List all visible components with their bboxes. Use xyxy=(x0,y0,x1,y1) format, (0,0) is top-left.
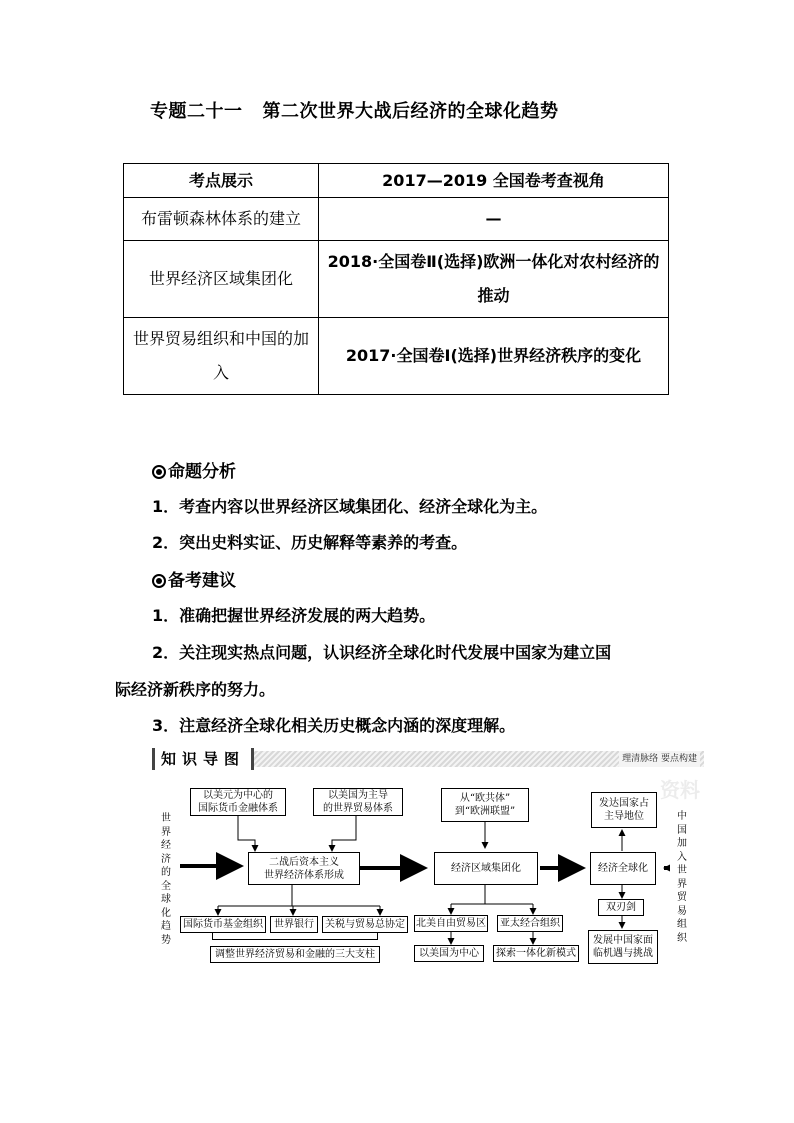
advice-heading xyxy=(152,566,236,591)
imf-box: 国际货币基金组织 xyxy=(180,916,266,933)
table-header-view: 2017—2019 全国卷考查视角 xyxy=(319,164,669,198)
banner-subtitle: 理清脉络 要点构建 xyxy=(619,751,700,767)
table-row xyxy=(124,198,669,241)
table-cell-view: 2017·全国卷Ⅰ(选择)世界经济秩序的变化 xyxy=(319,318,669,395)
table-cell-topic: 世界经济区域集团化 xyxy=(124,241,319,318)
ec-to-eu-box: 从“欧共体” 到“欧洲联盟” xyxy=(441,788,529,822)
challenges-box: 发展中国家面 临机遇与挑战 xyxy=(588,930,658,964)
new-mode-box: 探索一体化新模式 xyxy=(493,945,579,962)
advice-item-continued: 际经济新秩序的努力。 xyxy=(115,680,276,699)
analysis-heading xyxy=(152,457,236,482)
apec-box: 亚太经合组织 xyxy=(497,915,563,932)
us-trade-box: 以美国为主导 的世界贸易体系 xyxy=(313,788,403,816)
pillars-bracket xyxy=(212,933,378,940)
table-cell-topic: 布雷顿森林体系的建立 xyxy=(124,198,319,241)
page-title xyxy=(150,97,559,123)
watermark: 资料 xyxy=(660,778,700,802)
analysis-item: 1．考查内容以世界经济区域集团化、经济全球化为主。 xyxy=(152,497,548,516)
advice-item: 1．准确把握世界经济发展的两大趋势。 xyxy=(152,606,436,625)
banner-title: 知识导图 xyxy=(152,748,254,770)
analysis-item: 2．突出史料实证、历史解释等素养的考查。 xyxy=(152,533,468,552)
double-edge-box: 双刃剑 xyxy=(598,899,644,916)
nafta-box: 北美自由贸易区 xyxy=(414,915,488,932)
right-vertical-label: 中国加入世界贸易组织 xyxy=(677,811,687,944)
us-center-box: 以美国为中心 xyxy=(414,945,484,962)
advice-item: 3．注意经济全球化相关历史概念内涵的深度理解。 xyxy=(152,716,516,735)
table-cell-view: 2018·全国卷Ⅱ(选择)欧洲一体化对农村经济的推动 xyxy=(319,241,669,318)
table-cell-topic: 世界贸易组织和中国的加入 xyxy=(124,318,319,395)
regional-grouping-box: 经济区域集团化 xyxy=(434,852,538,885)
three-pillars-box: 调整世界经济贸易和金融的三大支柱 xyxy=(210,946,380,963)
knowledge-map-banner xyxy=(152,748,704,770)
world-bank-box: 世界银行 xyxy=(270,916,318,933)
gatt-box: 关税与贸易总协定 xyxy=(322,916,408,933)
title-topic-name: 第二次世界大战后经济的全球化趋势 xyxy=(262,101,559,122)
title-topic-number: 专题二十一 xyxy=(150,101,243,122)
developed-dominance-box: 发达国家占 主导地位 xyxy=(591,792,657,828)
globalization-box: 经济全球化 xyxy=(590,852,656,885)
table-row xyxy=(124,241,669,318)
usd-system-box: 以美元为中心的 国际货币金融体系 xyxy=(190,788,286,816)
advice-item: 2．关注现实热点问题，认识经济全球化时代发展中国家为建立国 xyxy=(152,643,612,662)
advice-heading-text: 备考建议 xyxy=(168,571,236,591)
table-header-topic: 考点展示 xyxy=(124,164,319,198)
bullet-icon xyxy=(152,465,166,479)
table-cell-view: — xyxy=(319,198,669,241)
analysis-heading-text: 命题分析 xyxy=(168,462,236,482)
postwar-system-box: 二战后资本主义 世界经济体系形成 xyxy=(248,852,360,885)
bullet-icon xyxy=(152,574,166,588)
table-row xyxy=(124,318,669,395)
exam-topics-table xyxy=(123,163,669,395)
table-header-row xyxy=(124,164,669,198)
left-vertical-label: 世界经济的全球化趋势 xyxy=(161,813,171,946)
